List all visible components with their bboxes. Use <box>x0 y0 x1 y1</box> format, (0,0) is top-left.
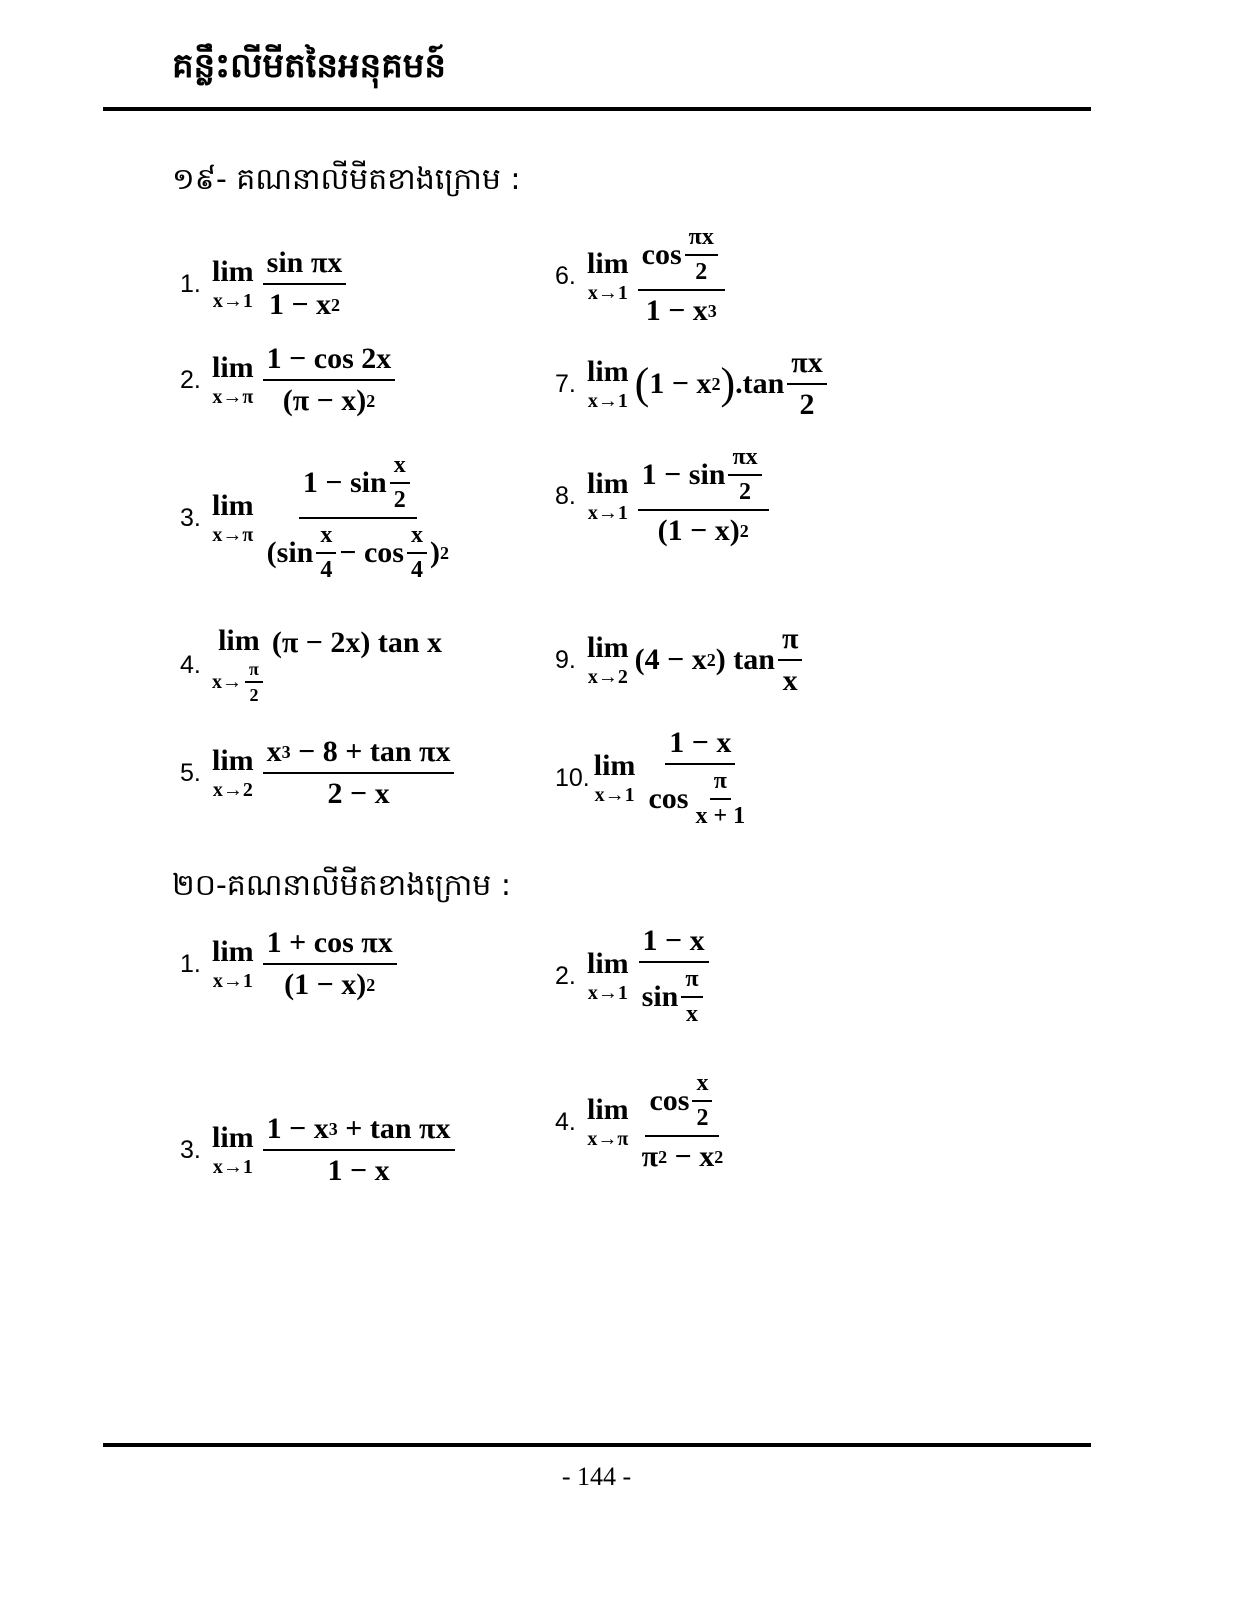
problem-number: 6. <box>555 261 576 290</box>
lim-word: lim <box>587 355 629 388</box>
denominator: 1 − x <box>645 294 708 327</box>
fraction <box>787 346 826 422</box>
denominator-text: π <box>641 1140 659 1173</box>
denominator-text: cos <box>648 782 689 815</box>
lim-subscript: x→1 <box>587 982 628 1004</box>
problem-20-2 <box>555 924 713 1028</box>
problem-19-6 <box>555 224 728 328</box>
numerator: 1 − cos 2x <box>263 342 396 381</box>
problem-19-8 <box>555 444 772 548</box>
header-rule <box>103 107 1091 111</box>
lim-word: lim <box>212 255 254 288</box>
fraction: 1 − sin $\frac{\pi x}{2}$ (1 − x) 2 <box>638 444 769 548</box>
problem-19-9: 9. lim x→2 (4 − x 2 ) tan $\frac{\pi}{x}$ <box>555 622 805 698</box>
numerator-text: 1 − x <box>266 1112 329 1145</box>
inner-fraction <box>728 444 761 506</box>
problem-number: 1. <box>180 269 201 298</box>
numerator-text: 1 − sin <box>641 458 726 491</box>
lim-word: lim <box>587 247 629 280</box>
fraction <box>644 726 756 830</box>
inner-numerator: π <box>710 768 731 800</box>
fraction: 1 − x 3 + tan πx 1 − x <box>263 1112 455 1188</box>
inner-fraction <box>407 522 427 584</box>
denominator-text: − x <box>667 1140 715 1173</box>
numerator-text: cos <box>641 238 682 271</box>
problem-20-4 <box>555 1070 730 1174</box>
lim-subscript: x→1 <box>212 970 253 992</box>
problem-number: 8. <box>555 481 576 510</box>
lim-subscript: x→2 <box>587 666 628 688</box>
inner-denominator: 2 <box>696 1105 709 1131</box>
lim-word: lim <box>587 947 629 980</box>
lim-subscript: x→1 <box>212 290 253 312</box>
problem-number: 3. <box>180 1135 201 1164</box>
problem-19-5 <box>180 735 457 811</box>
inner-numerator: πx <box>685 224 718 256</box>
inner-denominator: 4 <box>410 557 423 583</box>
lim-word: lim <box>587 1093 629 1126</box>
problem-number: 4. <box>180 650 201 679</box>
problem-number: 1. <box>180 949 201 978</box>
problem-number: 10. <box>555 763 590 792</box>
denominator: 1 − x <box>327 1154 390 1187</box>
inner-denominator: 2 <box>393 487 406 513</box>
page-header-title: គន្លឹះលីមីតនៃអនុគមន៍ <box>172 46 446 86</box>
inner-denominator: 2 <box>249 685 259 705</box>
lim-word: lim <box>212 1121 254 1154</box>
limit-body: (4 − x <box>634 643 707 676</box>
inner-numerator: x <box>316 522 336 554</box>
section-19-title: ១៩- គណនាលីមីតខាងក្រោម : <box>172 162 521 197</box>
inner-fraction <box>245 660 263 704</box>
fraction: cos $\frac{\pi x}{2}$ 1 − x 3 <box>638 224 725 328</box>
numerator-text: + tan πx <box>337 1112 451 1145</box>
lim-subscript: x→π <box>212 386 254 408</box>
lim-word: lim <box>212 744 254 777</box>
lim-subscript: x→ <box>212 671 242 693</box>
lim-word: lim <box>212 351 254 384</box>
lim-word: lim <box>218 624 260 657</box>
denominator: (1 − x) <box>657 514 740 547</box>
lim-subscript: x→1 <box>212 1156 253 1178</box>
problem-20-3 <box>180 1112 458 1188</box>
lim-word: lim <box>212 935 254 968</box>
problem-number: 2. <box>180 365 201 394</box>
denominator: 2 <box>799 388 815 421</box>
numerator-text: x <box>266 735 282 768</box>
denominator: 2 − x <box>327 777 390 810</box>
inner-fraction <box>691 768 749 830</box>
inner-numerator: x <box>407 522 427 554</box>
numerator: 1 − x <box>665 726 735 765</box>
open-paren: ( <box>634 359 650 408</box>
lim-word: lim <box>587 631 629 664</box>
limit-body: ) tan <box>715 643 775 676</box>
denominator-text: − cos <box>339 536 404 569</box>
inner-denominator: x + 1 <box>695 803 746 829</box>
numerator: 1 − x <box>639 924 709 963</box>
denominator-text: ) <box>429 536 440 569</box>
inner-fraction <box>685 224 718 286</box>
problem-number: 4. <box>555 1107 576 1136</box>
inner-fraction <box>692 1070 712 1132</box>
problem-number: 5. <box>180 758 201 787</box>
limit-body: (π − 2x) tan x <box>271 626 443 659</box>
fraction: cos $\frac{x}{2}$ π 2 − x 2 <box>641 1070 724 1173</box>
inner-numerator: x <box>692 1070 712 1102</box>
lim-subscript: x→2 <box>212 779 253 801</box>
inner-denominator: x <box>685 1001 698 1027</box>
fraction <box>778 622 802 698</box>
lim-word: lim <box>593 749 636 782</box>
lim-subscript: x→1 <box>587 282 628 304</box>
problem-19-10 <box>555 726 759 830</box>
inner-denominator: 2 <box>739 479 752 505</box>
problem-number: 7. <box>555 369 576 398</box>
close-paren: ) <box>720 359 736 408</box>
problem-number: 3. <box>180 503 201 532</box>
denominator-text: sin <box>641 980 679 1013</box>
lim-subscript: x→π <box>587 1128 629 1150</box>
numerator-text: cos <box>649 1084 690 1117</box>
inner-fraction <box>390 452 410 514</box>
page-number: - 144 - <box>561 1462 632 1491</box>
fraction: 1 + cos πx (1 − x) 2 <box>263 926 397 1002</box>
problem-19-2 <box>180 342 398 418</box>
section-20-title: ២០-គណនាលីមីតខាងក្រោម : <box>172 868 511 903</box>
denominator: (1 − x) <box>284 968 367 1001</box>
problem-number: 9. <box>555 645 576 674</box>
inner-numerator: πx <box>728 444 761 476</box>
fraction: sin πx 1 − x 2 <box>263 246 347 322</box>
problem-number: 2. <box>555 961 576 990</box>
inner-numerator: π <box>245 660 263 683</box>
numerator: 1 + cos πx <box>263 926 397 965</box>
lim-word: lim <box>587 467 629 500</box>
denominator: 1 − x <box>268 288 332 321</box>
problem-20-1 <box>180 926 400 1002</box>
numerator: πx <box>787 346 826 385</box>
inner-denominator: 4 <box>320 557 333 583</box>
denominator-text: (sin <box>266 536 314 569</box>
lim-subscript: x→1 <box>594 784 635 806</box>
fraction: 1 − sin $\frac{x}{2}$ (sin $\frac{x}{4}$ − cos $\frac{x}{4}$ ) 2 <box>266 452 449 583</box>
inner-fraction <box>681 966 702 1028</box>
problem-19-3 <box>180 452 456 584</box>
fraction: 1 − cos 2x (π − x) 2 <box>263 342 396 418</box>
limit-body: 1 − x <box>649 367 712 400</box>
problem-19-4 <box>180 626 442 704</box>
tan-text: .tan <box>735 367 785 400</box>
numerator: π <box>778 622 802 661</box>
lim-subscript: x→1 <box>587 390 628 412</box>
footer-rule <box>103 1443 1091 1447</box>
problem-19-7: 7. lim x→1 ( 1 − x 2 ) .tan $\frac{\pi x}{2}$ <box>555 346 830 422</box>
numerator: sin πx <box>263 246 347 285</box>
fraction <box>638 924 710 1028</box>
denominator: x <box>782 664 798 697</box>
fraction: x 3 − 8 + tan πx 2 − x <box>263 735 455 811</box>
inner-fraction <box>316 522 336 584</box>
numerator-text: 1 − sin <box>302 466 387 499</box>
denominator: (π − x) <box>282 384 367 417</box>
numerator-text: − 8 + tan πx <box>290 735 451 768</box>
inner-numerator: π <box>681 966 702 998</box>
inner-denominator: 2 <box>695 259 708 285</box>
lim-word: lim <box>212 489 254 522</box>
inner-numerator: x <box>390 452 410 484</box>
lim-subscript: x→1 <box>587 502 628 524</box>
lim-subscript: x→π <box>212 524 254 546</box>
problem-19-1 <box>180 246 349 322</box>
